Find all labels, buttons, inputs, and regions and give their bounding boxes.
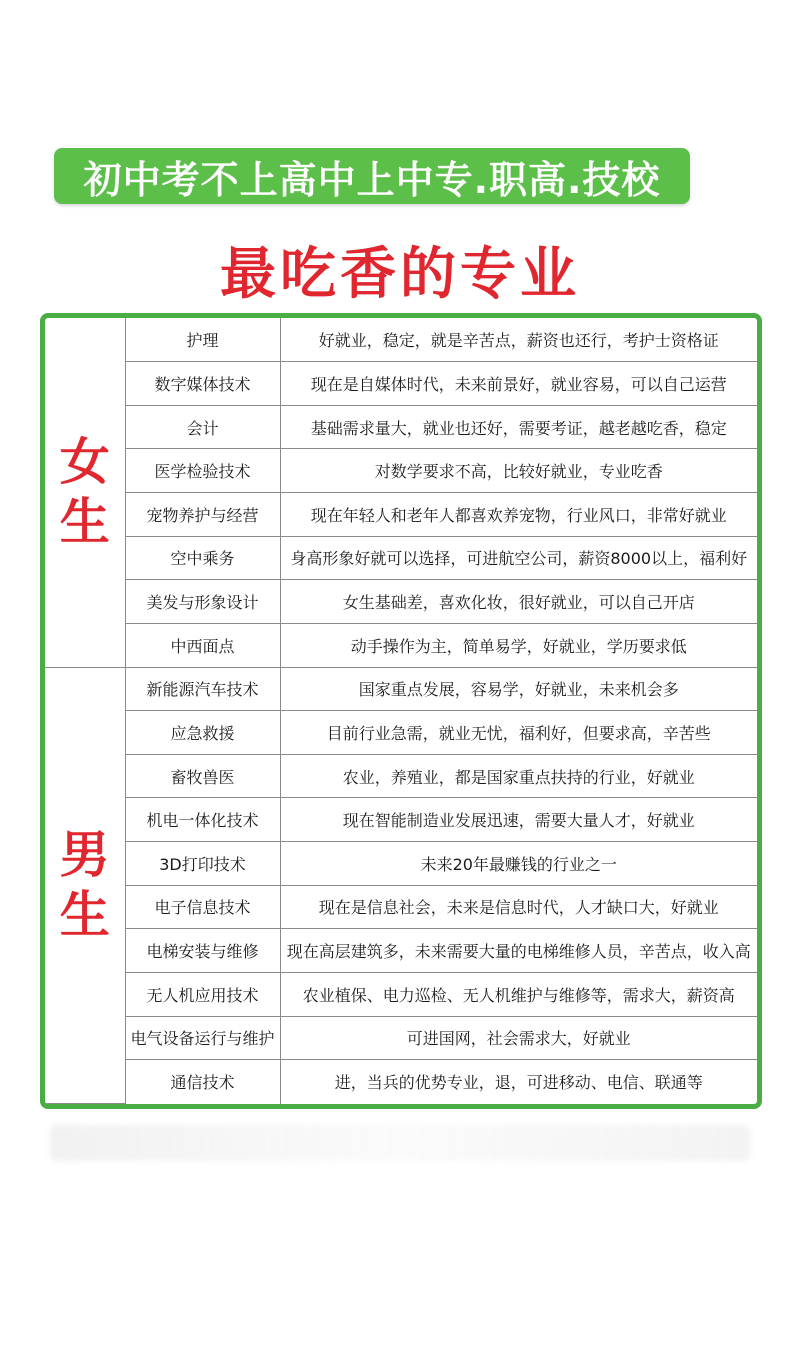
table-row xyxy=(45,318,757,362)
major-name-cell: 医学检验技术 xyxy=(125,449,280,493)
major-description-cell: 好就业，稳定，就是辛苦点，薪资也还行，考护士资格证 xyxy=(280,318,757,362)
group-label-male xyxy=(45,667,125,1104)
major-name-cell: 3D打印技术 xyxy=(125,842,280,886)
major-name-cell: 电梯安装与维修 xyxy=(125,929,280,973)
major-description-cell: 身高形象好就可以选择，可进航空公司，薪资8000以上，福利好 xyxy=(280,536,757,580)
table-row xyxy=(45,449,757,493)
major-description-cell: 农业植保、电力巡检、无人机维护与维修等，需求大，薪资高 xyxy=(280,972,757,1016)
table-row xyxy=(45,405,757,449)
major-description-cell: 未来20年最赚钱的行业之一 xyxy=(280,842,757,886)
major-name-cell: 通信技术 xyxy=(125,1060,280,1104)
major-description-cell: 女生基础差，喜欢化妆，很好就业，可以自己开店 xyxy=(280,580,757,624)
major-name-cell: 应急救援 xyxy=(125,711,280,755)
major-description-cell: 现在高层建筑多，未来需要大量的电梯维修人员，辛苦点，收入高 xyxy=(280,929,757,973)
major-name-cell: 新能源汽车技术 xyxy=(125,667,280,711)
major-description-cell: 动手操作为主，简单易学，好就业，学历要求低 xyxy=(280,623,757,667)
major-description-cell: 对数学要求不高，比较好就业，专业吃香 xyxy=(280,449,757,493)
major-description-cell: 现在是信息社会，未来是信息时代，人才缺口大，好就业 xyxy=(280,885,757,929)
group-label-char: 女 xyxy=(59,433,110,492)
major-name-cell: 无人机应用技术 xyxy=(125,972,280,1016)
table-row xyxy=(45,667,757,711)
major-description-cell: 基础需求量大，就业也还好，需要考证，越老越吃香，稳定 xyxy=(280,405,757,449)
major-name-cell: 空中乘务 xyxy=(125,536,280,580)
major-name-cell: 宠物养护与经营 xyxy=(125,493,280,537)
table-row xyxy=(45,623,757,667)
table-row xyxy=(45,493,757,537)
major-description-cell: 目前行业急需，就业无忧，福利好，但要求高，辛苦些 xyxy=(280,711,757,755)
table-row xyxy=(45,972,757,1016)
major-name-cell: 护理 xyxy=(125,318,280,362)
major-description-cell: 农业，养殖业，都是国家重点扶持的行业，好就业 xyxy=(280,754,757,798)
major-name-cell: 美发与形象设计 xyxy=(125,580,280,624)
table-row xyxy=(45,842,757,886)
major-name-cell: 会计 xyxy=(125,405,280,449)
major-name-cell: 电子信息技术 xyxy=(125,885,280,929)
table-row xyxy=(45,885,757,929)
major-name-cell: 中西面点 xyxy=(125,623,280,667)
major-description-cell: 国家重点发展，容易学，好就业，未来机会多 xyxy=(280,667,757,711)
major-description-cell: 可进国网，社会需求大，好就业 xyxy=(280,1016,757,1060)
major-description-cell: 现在是自媒体时代，未来前景好，就业容易，可以自己运营 xyxy=(280,362,757,406)
table-row xyxy=(45,1060,757,1104)
major-name-cell: 数字媒体技术 xyxy=(125,362,280,406)
table-row xyxy=(45,798,757,842)
table-row xyxy=(45,580,757,624)
group-label-char: 生 xyxy=(59,886,110,945)
table-row xyxy=(45,1016,757,1060)
group-label-char: 生 xyxy=(59,493,110,552)
page-subtitle: 最吃香的专业 xyxy=(220,242,580,307)
major-description-cell: 现在年轻人和老年人都喜欢养宠物，行业风口，非常好就业 xyxy=(280,493,757,537)
major-name-cell: 机电一体化技术 xyxy=(125,798,280,842)
group-label-female xyxy=(45,318,125,667)
group-label-char: 男 xyxy=(59,826,110,885)
major-name-cell: 畜牧兽医 xyxy=(125,754,280,798)
major-name-cell: 电气设备运行与维护 xyxy=(125,1016,280,1060)
majors-table xyxy=(45,318,757,1104)
title-banner: 初中考不上高中上中专.职高.技校 xyxy=(54,148,690,204)
table-row xyxy=(45,362,757,406)
table-row xyxy=(45,536,757,580)
table-row xyxy=(45,711,757,755)
faded-footer-text xyxy=(50,1125,750,1161)
majors-table-frame xyxy=(40,313,762,1109)
major-description-cell: 进，当兵的优势专业，退，可进移动、电信、联通等 xyxy=(280,1060,757,1104)
table-row xyxy=(45,754,757,798)
major-description-cell: 现在智能制造业发展迅速，需要大量人才，好就业 xyxy=(280,798,757,842)
table-row xyxy=(45,929,757,973)
